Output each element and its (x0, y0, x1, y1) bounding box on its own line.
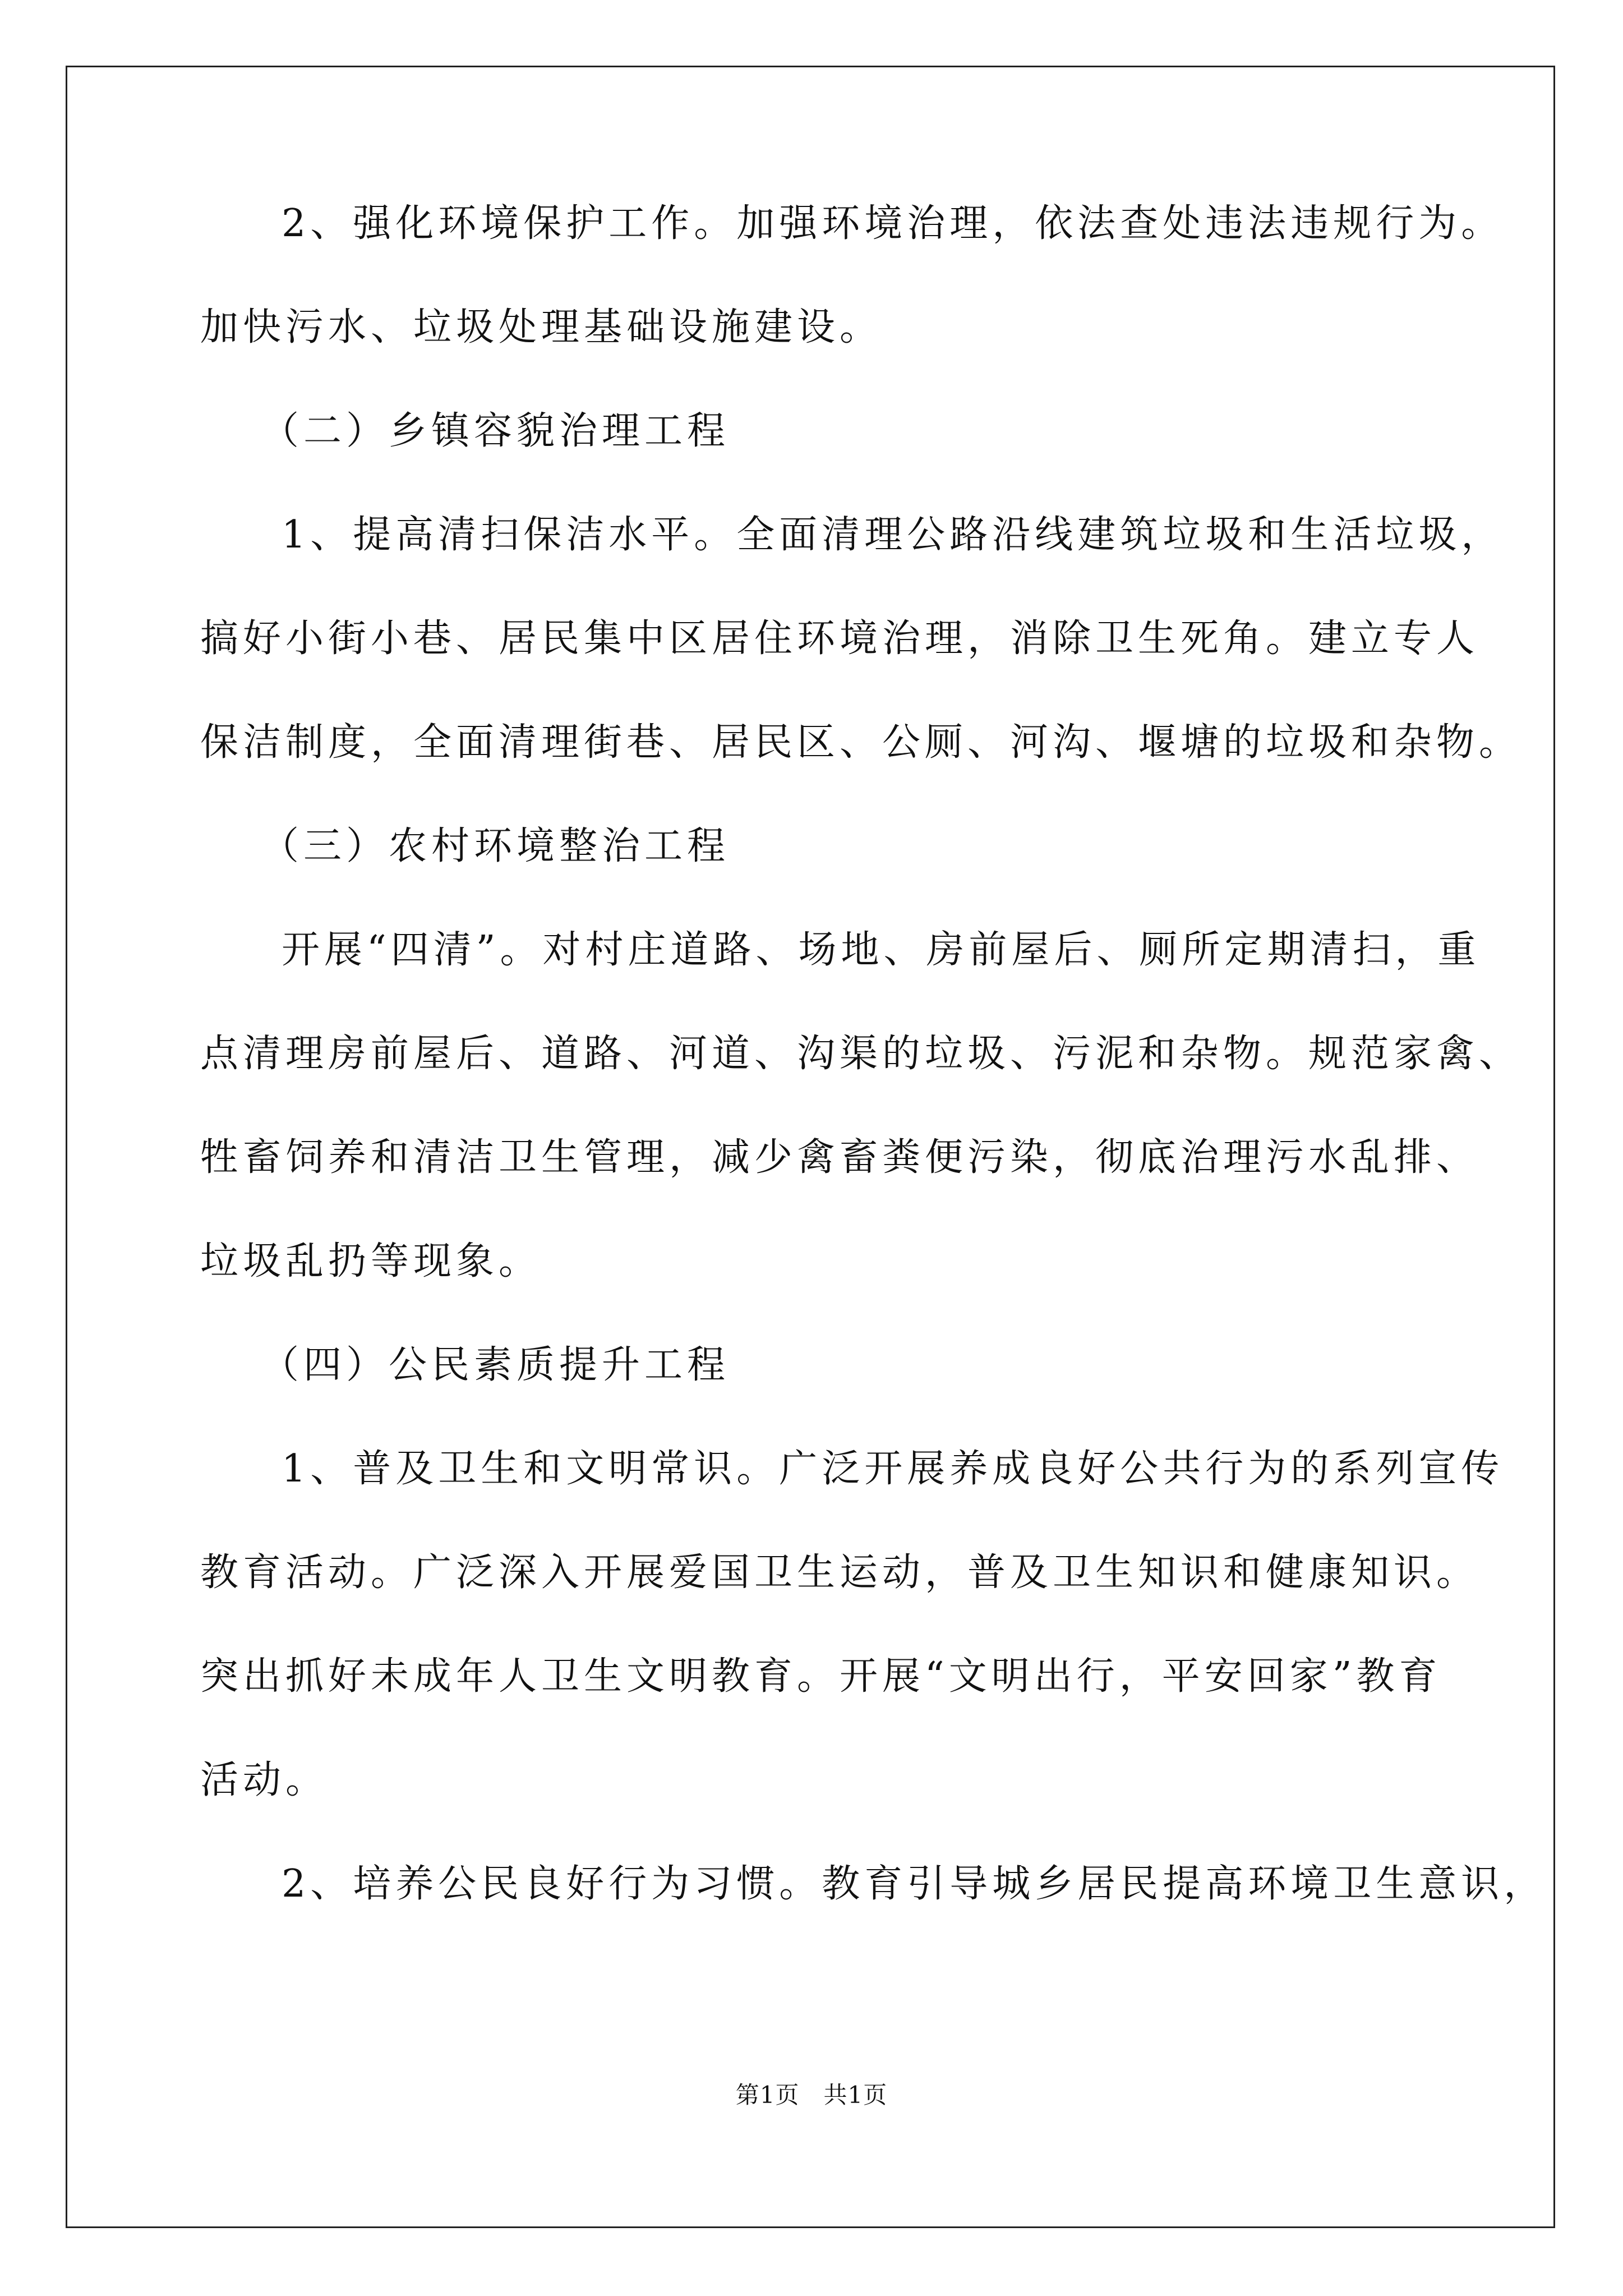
section-heading: （二）乡镇容貌治理工程 (261, 409, 730, 453)
section-heading: （四）公民素质提升工程 (261, 1343, 730, 1387)
paragraph-line: 1、提高清扫保洁水平。全面清理公路沿线建筑垃圾和生活垃圾， (282, 513, 1504, 557)
paragraph-line: 加快污水、垃圾处理基础设施建设。 (200, 305, 883, 349)
paragraph-line: 活动。 (200, 1758, 329, 1802)
paragraph-line: 教育活动。广泛深入开展爱国卫生运动，普及卫生知识和健康知识。 (200, 1550, 1479, 1595)
paragraph-line: 保洁制度，全面清理街巷、居民区、公厕、河沟、堰塘的垃圾和杂物。 (200, 720, 1522, 765)
paragraph-line: 点清理房前屋后、道路、河道、沟渠的垃圾、污泥和杂物。规范家禽、 (200, 1032, 1522, 1076)
paragraph-line: 2、强化环境保护工作。加强环境治理，依法查处违法违规行为。 (282, 201, 1504, 246)
paragraph-line: 搞好小街小巷、居民集中区居住环境治理，消除卫生死角。建立专人 (200, 616, 1479, 661)
section-heading: （三）农村环境整治工程 (261, 824, 730, 868)
paragraph-line: 2、培养公民良好行为习惯。教育引导城乡居民提高环境卫生意识， (282, 1862, 1547, 1906)
page-footer: 第1页 共1页 (735, 2081, 888, 2109)
paragraph-line: 突出抓好未成年人卫生文明教育。开展“文明出行，平安回家”教育 (200, 1654, 1442, 1699)
paragraph-line: 开展“四清”。对村庄道路、场地、房前屋后、厕所定期清扫，重 (282, 928, 1481, 972)
paragraph-line: 牲畜饲养和清洁卫生管理，减少禽畜粪便污染，彻底治理污水乱排、 (200, 1135, 1479, 1180)
paragraph-line: 1、普及卫生和文明常识。广泛开展养成良好公共行为的系列宣传 (282, 1447, 1504, 1491)
paragraph-line: 垃圾乱扔等现象。 (200, 1239, 542, 1283)
